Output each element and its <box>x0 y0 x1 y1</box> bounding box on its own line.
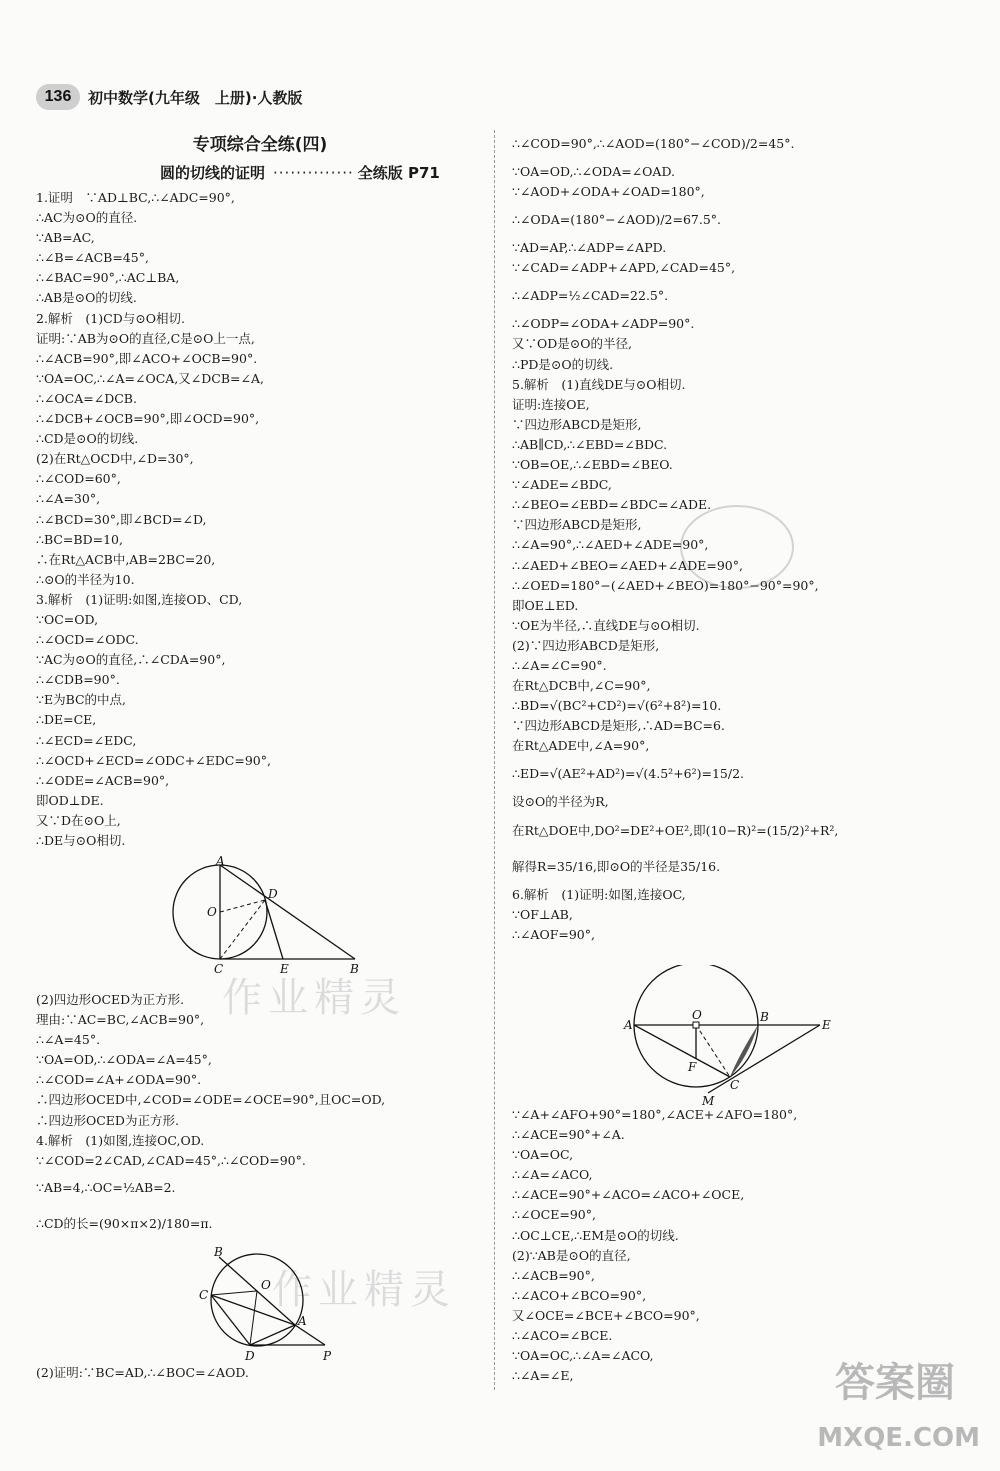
label-c: C <box>199 1288 209 1302</box>
left-line-26: ∴DE=CE, <box>36 712 97 728</box>
line-de <box>265 900 283 959</box>
right-line-10: 5.解析 (1)直线DE与⊙O相切. <box>512 376 686 392</box>
book-title: 初中数学(九年级 上册)·人教版 <box>88 89 303 107</box>
line-ap <box>295 1325 325 1345</box>
right-line-13: ∴AB∥CD,∴∠EBD=∠BDC. <box>512 436 668 452</box>
right-line-11: 证明:连接OE, <box>512 396 590 412</box>
right-line-16: ∴∠BEO=∠EBD=∠BDC=∠ADE. <box>512 497 712 513</box>
right-b-line-11: ∴∠ACO=∠BCE. <box>512 1328 613 1344</box>
right-line-7: ∴∠ODP=∠ODA+∠ADP=90°. <box>512 316 695 332</box>
q4-line-ab: ∵AB=4,∴OC=½AB=2. <box>36 1180 176 1195</box>
q4-part2: (2)证明:∵BC=AD,∴∠BOC=∠AOD. <box>36 1365 249 1380</box>
label-c: C <box>730 1078 740 1092</box>
left-line-14: ∴∠COD=60°, <box>36 471 121 487</box>
page-reference: 全练版 P71 <box>357 164 440 182</box>
left-line-31: 又∵D在⊙O上, <box>36 812 121 828</box>
section-subtitle <box>160 162 440 183</box>
right-line-22: ∵OE为半径,∴直线DE与⊙O相切. <box>512 617 700 633</box>
right-b-line-0: ∵∠A+∠AFO+90°=180°,∠ACE+∠AFO=180°, <box>512 1107 798 1122</box>
left-line-18: ∴在Rt△ACB中,AB=2BC=20, <box>36 551 216 567</box>
label-a: A <box>624 1018 633 1032</box>
left-line-15: ∴∠A=30°, <box>36 491 101 507</box>
right-line-15: ∵∠ADE=∠BDC, <box>512 477 612 493</box>
line-cd <box>220 900 265 959</box>
label-b: B <box>760 1010 769 1024</box>
left-line-25: ∵E为BC的中点, <box>36 692 127 708</box>
line-od <box>250 1291 257 1345</box>
left-line-19: ∴⊙O的半径为10. <box>36 571 135 587</box>
right-line-5: ∵∠CAD=∠ADP+∠APD,∠CAD=45°, <box>512 260 736 276</box>
right-b-line-12: ∵OA=OC,∴∠A=∠ACO, <box>512 1348 654 1364</box>
left-line-28: ∴∠OCD+∠ECD=∠ODC+∠EDC=90°, <box>36 752 271 768</box>
line-em <box>708 1025 820 1093</box>
right-block-b <box>512 1105 972 1386</box>
right-line-27: ∵四边形ABCD是矩形,∴AD=BC=6. <box>512 718 725 734</box>
watermark-1: 作业精灵 <box>222 975 406 1021</box>
subtitle-text: 圆的切线的证明 <box>160 164 266 182</box>
left-line-24: ∴∠CDB=90°. <box>36 672 120 688</box>
label-a: A <box>298 1314 307 1328</box>
right-line-32: 解得R=35/16,即⊙O的半径是35/16. <box>512 858 721 874</box>
left-line-1: ∴AC为⊙O的直径. <box>36 210 138 226</box>
right-line-20: ∴∠OED=180°−(∠AED+∠BEO)=180°−90°=90°, <box>512 577 819 593</box>
line-oc <box>696 1025 730 1077</box>
line-od <box>220 900 265 912</box>
watermark-2: 作业精灵 <box>272 1267 456 1313</box>
right-b-line-7: (2)∵AB是⊙O的直径, <box>512 1247 631 1263</box>
left-column <box>36 188 496 851</box>
right-b-line-6: ∴OC⊥CE,∴EM是⊙O的切线. <box>512 1227 679 1243</box>
left-line-12: ∴CD是⊙O的切线. <box>36 431 139 447</box>
left-line-10: ∴∠OCA=∠DCB. <box>36 390 137 406</box>
left-line-4: ∴∠BAC=90°,∴AC⊥BA, <box>36 270 180 286</box>
q4-line-arc: ∴CD的长=(90×π×2)/180=π. <box>36 1216 213 1231</box>
stamp-mark <box>680 505 794 589</box>
left-line-3: ∴∠B=∠ACB=45°, <box>36 250 149 266</box>
right-b-line-3: ∴∠A=∠ACO, <box>512 1167 593 1183</box>
right-b-line-4: ∴∠ACE=90°+∠ACO=∠ACO+∠OCE, <box>512 1187 745 1203</box>
label-e: E <box>822 1018 831 1032</box>
left-line-32: ∴DE与⊙O相切. <box>36 833 126 848</box>
label-c: C <box>214 962 224 976</box>
left-line-0: 1.证明 ∵AD⊥BC,∴∠ADC=90°, <box>36 190 235 205</box>
line-co <box>211 1291 257 1295</box>
right-line-29: ∴ED=√(AE²+AD²)=√(4.5²+6²)=15/2. <box>512 766 745 782</box>
label-o: O <box>692 1008 702 1022</box>
left-b-line-0: (2)四边形OCED为正方形. <box>36 992 185 1007</box>
right-b-line-2: ∵OA=OC, <box>512 1147 574 1163</box>
right-line-30: 设⊙O的半径为R, <box>512 794 609 810</box>
right-line-23: (2)∵四边形ABCD是矩形, <box>512 637 660 653</box>
left-line-9: ∵OA=OC,∴∠A=∠OCA,又∠DCB=∠A, <box>36 370 264 386</box>
left-column-d <box>36 1363 496 1383</box>
left-b-line-7: 4.解析 (1)如图,连接OC,OD. <box>36 1132 205 1148</box>
left-block-b <box>36 990 496 1171</box>
left-line-5: ∴AB是⊙O的切线. <box>36 290 137 306</box>
section-title: 专项综合全练(四) <box>192 135 328 155</box>
right-line-34: ∵OF⊥AB, <box>512 906 573 922</box>
label-o: O <box>261 1278 271 1292</box>
line-da <box>250 1325 295 1345</box>
right-line-28: 在Rt△ADE中,∠A=90°, <box>512 738 650 754</box>
leader-dots: ·············· <box>273 164 354 182</box>
left-b-line-1: 理由:∵AC=BC,∠ACB=90°, <box>36 1012 205 1028</box>
left-line-23: ∵AC为⊙O的直径,∴∠CDA=90°, <box>36 652 226 668</box>
site-url: MXQE.COM <box>817 1423 980 1453</box>
left-line-11: ∴∠DCB+∠OCB=90°,即∠OCD=90°, <box>36 411 260 427</box>
right-line-0: ∴∠COD=90°,∴∠AOD=(180°−∠COD)/2=45°. <box>512 136 795 151</box>
figure-q3 <box>165 856 365 984</box>
page-number: 136 <box>36 84 80 110</box>
left-line-6: 2.解析 (1)CD与⊙O相切. <box>36 310 185 326</box>
left-b-line-2: ∴∠A=45°. <box>36 1032 101 1048</box>
label-f: F <box>688 1060 697 1074</box>
label-p: P <box>323 1349 332 1363</box>
right-b-line-1: ∴∠ACE=90°+∠A. <box>512 1127 625 1143</box>
left-b-line-4: ∴∠COD=∠A+∠ODA=90°. <box>36 1072 202 1088</box>
right-line-19: ∴∠AED+∠BEO=∠AED+∠ADE=90°, <box>512 557 743 573</box>
figure-q6 <box>620 965 840 1105</box>
right-line-33: 6.解析 (1)证明:如图,连接OC, <box>512 886 686 902</box>
left-line-13: (2)在Rt△OCD中,∠D=30°, <box>36 451 194 467</box>
label-e: E <box>280 962 289 976</box>
right-line-9: ∴PD是⊙O的切线. <box>512 356 614 372</box>
right-line-25: 在Rt△DCB中,∠C=90°, <box>512 678 651 694</box>
right-line-1: ∵OA=OD,∴∠ODA=∠OAD. <box>512 164 675 179</box>
left-block-a <box>36 188 496 851</box>
right-line-26: ∴BD=√(BC²+CD²)=√(6²+8²)=10. <box>512 698 722 714</box>
left-line-8: ∴∠ACB=90°,即∠ACO+∠OCB=90°. <box>36 350 258 366</box>
right-b-line-9: ∴∠ACO+∠BCO=90°, <box>512 1287 647 1303</box>
left-line-17: ∴BC=BD=10, <box>36 531 123 547</box>
right-line-35: ∴∠AOF=90°, <box>512 926 595 942</box>
right-line-24: ∴∠A=∠C=90°. <box>512 657 607 673</box>
left-line-30: 即OD⊥DE. <box>36 792 104 808</box>
label-a: A <box>216 856 225 868</box>
left-line-2: ∵AB=AC, <box>36 230 95 246</box>
label-m: M <box>702 1094 715 1105</box>
left-line-22: ∴∠OCD=∠ODC. <box>36 632 139 648</box>
right-b-line-13: ∴∠A=∠E, <box>512 1368 574 1384</box>
line-ab <box>220 865 355 959</box>
left-b-line-5: ∴四边形OCED中,∠COD=∠ODE=∠OCE=90°,且OC=OD, <box>36 1092 386 1108</box>
left-line-27: ∴∠ECD=∠EDC, <box>36 732 137 748</box>
label-d: D <box>268 887 278 901</box>
left-line-21: ∵OC=OD, <box>36 611 99 627</box>
left-line-20: 3.解析 (1)证明:如图,连接OD、CD, <box>36 591 243 607</box>
right-line-14: ∵OB=OE,∴∠EBD=∠BEO. <box>512 457 673 473</box>
left-column-c <box>36 1170 496 1242</box>
right-b-line-8: ∴∠ACB=90°, <box>512 1267 595 1283</box>
label-d: D <box>245 1349 255 1363</box>
label-o: O <box>207 905 217 919</box>
right-line-12: ∵四边形ABCD是矩形, <box>512 416 642 432</box>
right-line-31: 在Rt△DOE中,DO²=DE²+OE²,即(10−R)²=(15/2)²+R², <box>512 822 839 838</box>
right-line-6: ∴∠ADP=½∠CAD=22.5°. <box>512 288 669 304</box>
left-b-line-3: ∵OA=OD,∴∠ODA=∠A=45°, <box>36 1052 212 1068</box>
right-line-17: ∵四边形ABCD是矩形, <box>512 517 642 533</box>
left-line-29: ∴∠ODE=∠ACB=90°, <box>36 772 170 788</box>
left-b-line-6: ∴四边形OCED为正方形. <box>36 1112 179 1128</box>
label-b: B <box>350 962 359 976</box>
left-line-7: 证明:∵AB为⊙O的直径,C是⊙O上一点, <box>36 330 255 346</box>
label-b: B <box>214 1245 223 1259</box>
left-b-line-8: ∵∠COD=2∠CAD,∠CAD=45°,∴∠COD=90°. <box>36 1152 306 1168</box>
center-mark <box>693 1022 699 1028</box>
site-logo: 答案圈 <box>835 1360 955 1406</box>
right-line-3: ∴∠ODA=(180°−∠AOD)/2=67.5°. <box>512 212 721 228</box>
left-column-b <box>36 990 496 1171</box>
right-line-21: 即OE⊥ED. <box>512 597 579 613</box>
right-line-2: ∵∠AOD+∠ODA+∠OAD=180°, <box>512 184 705 200</box>
right-line-18: ∴∠A=90°,∴∠AED+∠ADE=90°, <box>512 537 709 553</box>
line-ac <box>634 1025 730 1077</box>
right-column-b <box>512 1105 972 1386</box>
shaded-segment <box>730 1025 758 1077</box>
right-line-8: 又∵OD是⊙O的半径, <box>512 336 632 352</box>
right-b-line-10: 又∠OCE=∠BCE+∠BCO=90°, <box>512 1307 700 1323</box>
right-line-4: ∵AD=AP,∴∠ADP=∠APD. <box>512 240 667 256</box>
right-b-line-5: ∴∠OCE=90°, <box>512 1207 596 1223</box>
left-line-16: ∴∠BCD=30°,即∠BCD=∠D, <box>36 511 207 527</box>
